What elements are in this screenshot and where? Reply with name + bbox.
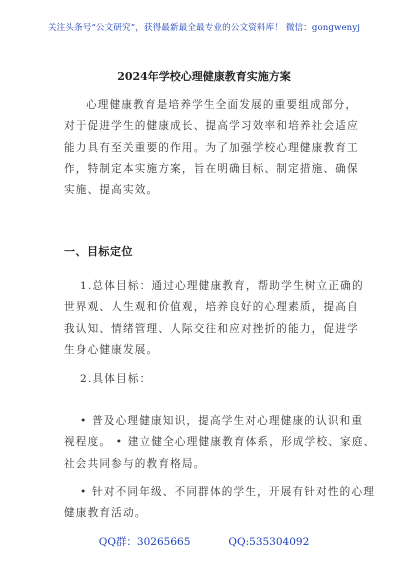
paragraph-line: 健康教育活动。	[64, 507, 147, 520]
qq-group-text: QQ群：30265665	[98, 536, 191, 548]
paragraph-line: 1.总体目标：通过心理健康教育，帮助学生树立正确的	[80, 280, 364, 292]
document-title: 2024年学校心理健康教育实施方案	[117, 70, 291, 83]
bullet-paragraph	[64, 411, 376, 475]
qq-text: QQ:535304092	[228, 536, 310, 548]
intro-paragraph	[64, 95, 360, 201]
bullet-paragraph	[64, 482, 376, 525]
specific-goal-label	[64, 369, 360, 390]
intro-line: 心理健康教育是培养学生全面发展的重要组成部分，	[86, 99, 358, 111]
paragraph-line: 我认知、情绪管理、人际交往和应对挫折的能力，促进学	[64, 322, 359, 335]
contact-footer	[0, 534, 408, 549]
promo-banner: 关注头条号“公文研究”，获得最新最全最专业的公文资料库！ 微信：gongwenyj	[47, 23, 361, 33]
intro-line: 能力具有至关重要的作用。为了加强学校心理健康教育工	[64, 141, 359, 154]
section-heading: 一、目标定位	[64, 245, 133, 258]
intro-line: 实施、提高实效。	[64, 184, 159, 197]
paragraph-line: • 针对不同年级、不同群体的学生，开展有针对性的心理	[80, 486, 376, 498]
paragraph-line: 世界观、人生观和价值观，培养良好的心理素质，提高自	[64, 301, 359, 314]
paragraph-line: 生身心健康发展。	[64, 343, 159, 356]
paragraph-line: 视程度。 • 建立健全心理健康教育体系，形成学校、家庭、	[64, 436, 376, 449]
paragraph-line: 社会共同参与的教育格局。	[64, 457, 206, 470]
intro-line: 作，特制定本实施方案，旨在明确目标、制定措施、确保	[64, 162, 359, 175]
paragraph-line: 2.具体目标：	[80, 373, 152, 385]
paragraph-line: • 普及心理健康知识，提高学生对心理健康的认识和重	[80, 415, 364, 427]
intro-line: 对于促进学生的健康成长、提高学习效率和培养社会适应	[64, 120, 359, 133]
overall-goal-paragraph	[64, 276, 364, 361]
